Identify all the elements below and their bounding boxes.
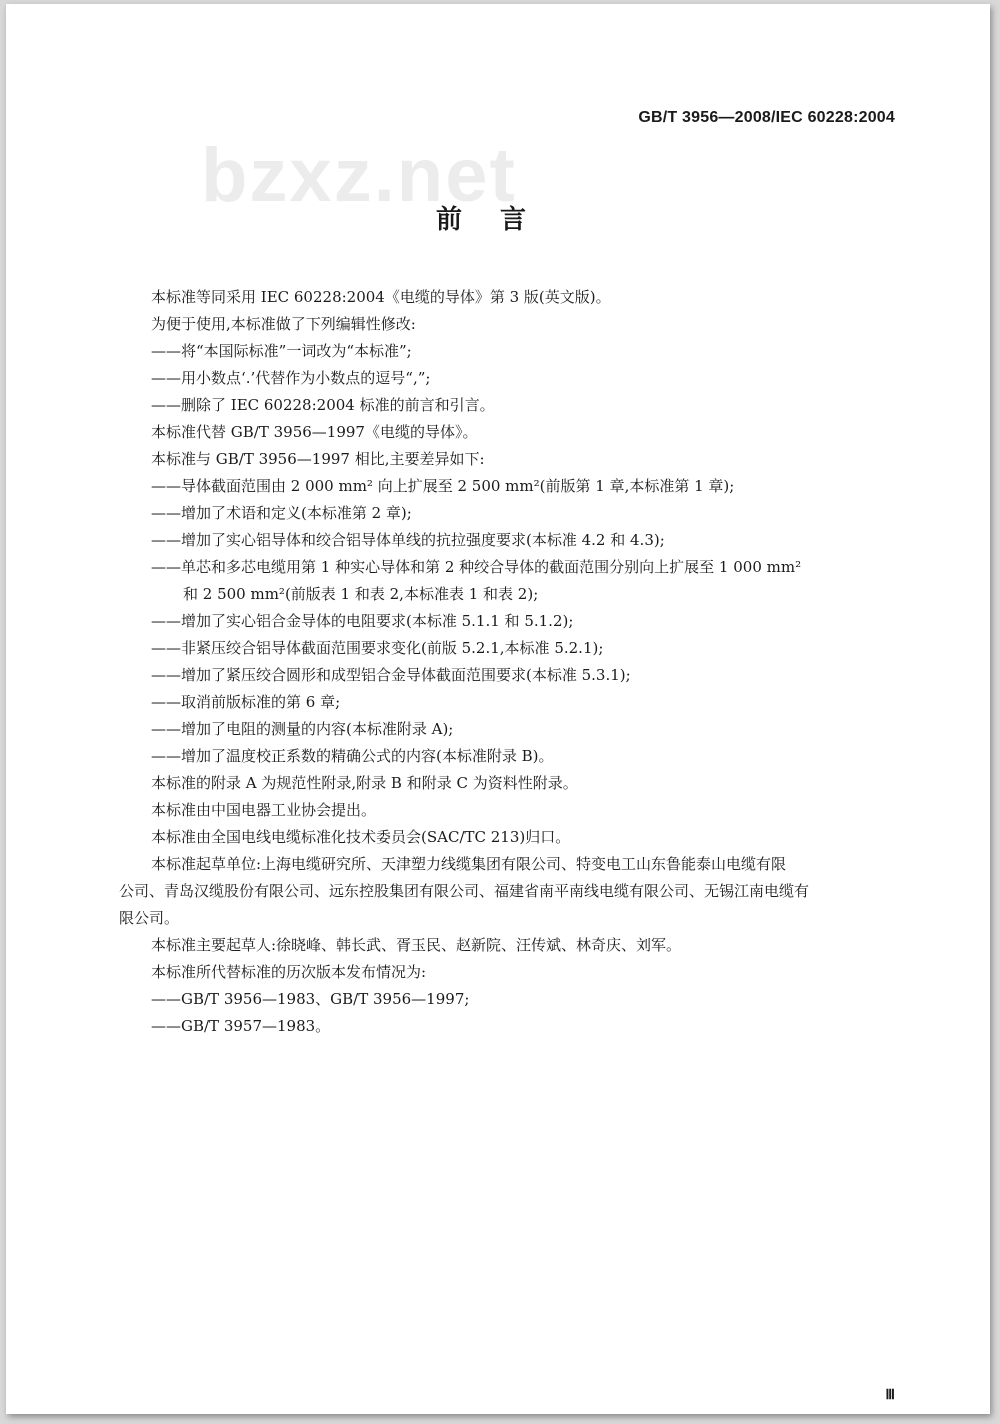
paragraph-continuation: 限公司。: [119, 909, 180, 927]
list-item: ——增加了实心铝合金导体的电阻要求(本标准 5.1.1 和 5.1.2);: [151, 612, 574, 630]
list-item: ——GB/T 3957—1983。: [151, 1017, 331, 1035]
list-item: ——增加了电阻的测量的内容(本标准附录 A);: [151, 720, 454, 738]
page-number: Ⅲ: [885, 1388, 895, 1403]
standard-code: GB/T 3956—2008/IEC 60228:2004: [638, 109, 895, 126]
page-title: 前言: [435, 205, 564, 235]
list-item: ——增加了术语和定义(本标准第 2 章);: [151, 504, 412, 522]
list-item: ——增加了温度校正系数的精确公式的内容(本标准附录 B)。: [151, 747, 554, 765]
list-item: ——用小数点‘.’代替作为小数点的逗号“,”;: [151, 369, 431, 387]
paragraph-line: 本标准起草单位:上海电缆研究所、天津塑力线缆集团有限公司、特变电工山东鲁能泰山电缆有限: [151, 855, 787, 873]
paragraph-line: 本标准的附录 A 为规范性附录,附录 B 和附录 C 为资料性附录。: [151, 774, 578, 792]
paragraph-line: 本标准由全国电线电缆标准化技术委员会(SAC/TC 213)归口。: [151, 828, 571, 846]
paragraph-line: 为便于使用,本标准做了下列编辑性修改:: [151, 315, 416, 333]
watermark: bzxz.net: [201, 133, 517, 218]
paragraph-line: 本标准代替 GB/T 3956—1997《电缆的导体》。: [151, 423, 478, 441]
list-item: ——增加了紧压绞合圆形和成型铝合金导体截面范围要求(本标准 5.3.1);: [151, 666, 631, 684]
list-item: ——单芯和多芯电缆用第 1 种实心导体和第 2 种绞合导体的截面范围分别向上扩展至 1 000 mm²: [151, 558, 802, 576]
list-item: ——增加了实心铝导体和绞合铝导体单线的抗拉强度要求(本标准 4.2 和 4.3);: [151, 531, 665, 549]
paragraph-line: 本标准所代替标准的历次版本发布情况为:: [151, 963, 427, 981]
preface-body: [119, 284, 916, 1040]
paragraph-line: 本标准由中国电器工业协会提出。: [151, 801, 377, 819]
paragraph-line: 本标准等同采用 IEC 60228:2004《电缆的导体》第 3 版(英文版)。: [151, 288, 611, 306]
list-item: ——将“本国际标准”一词改为“本标准”;: [151, 342, 412, 360]
paragraph-line: 本标准与 GB/T 3956—1997 相比,主要差异如下:: [151, 450, 485, 468]
paragraph-continuation: 公司、青岛汉缆股份有限公司、远东控股集团有限公司、福建省南平南线电缆有限公司、无锡江南电缆有: [119, 882, 810, 900]
document-page: [6, 4, 990, 1414]
list-item: ——取消前版标准的第 6 章;: [151, 693, 341, 711]
paragraph-line: 本标准主要起草人:徐晓峰、韩长武、胥玉民、赵新院、汪传斌、林奇庆、刘军。: [151, 936, 682, 954]
list-item: ——非紧压绞合铝导体截面范围要求变化(前版 5.2.1,本标准 5.2.1);: [151, 639, 604, 657]
list-item: ——导体截面范围由 2 000 mm² 向上扩展至 2 500 mm²(前版第 1 章,本标准第 1 章);: [151, 477, 735, 495]
list-item: ——删除了 IEC 60228:2004 标准的前言和引言。: [151, 396, 495, 414]
list-item: ——GB/T 3956—1983、GB/T 3956—1997;: [151, 990, 470, 1008]
list-item-continuation: 和 2 500 mm²(前版表 1 和表 2,本标准表 1 和表 2);: [183, 585, 539, 603]
